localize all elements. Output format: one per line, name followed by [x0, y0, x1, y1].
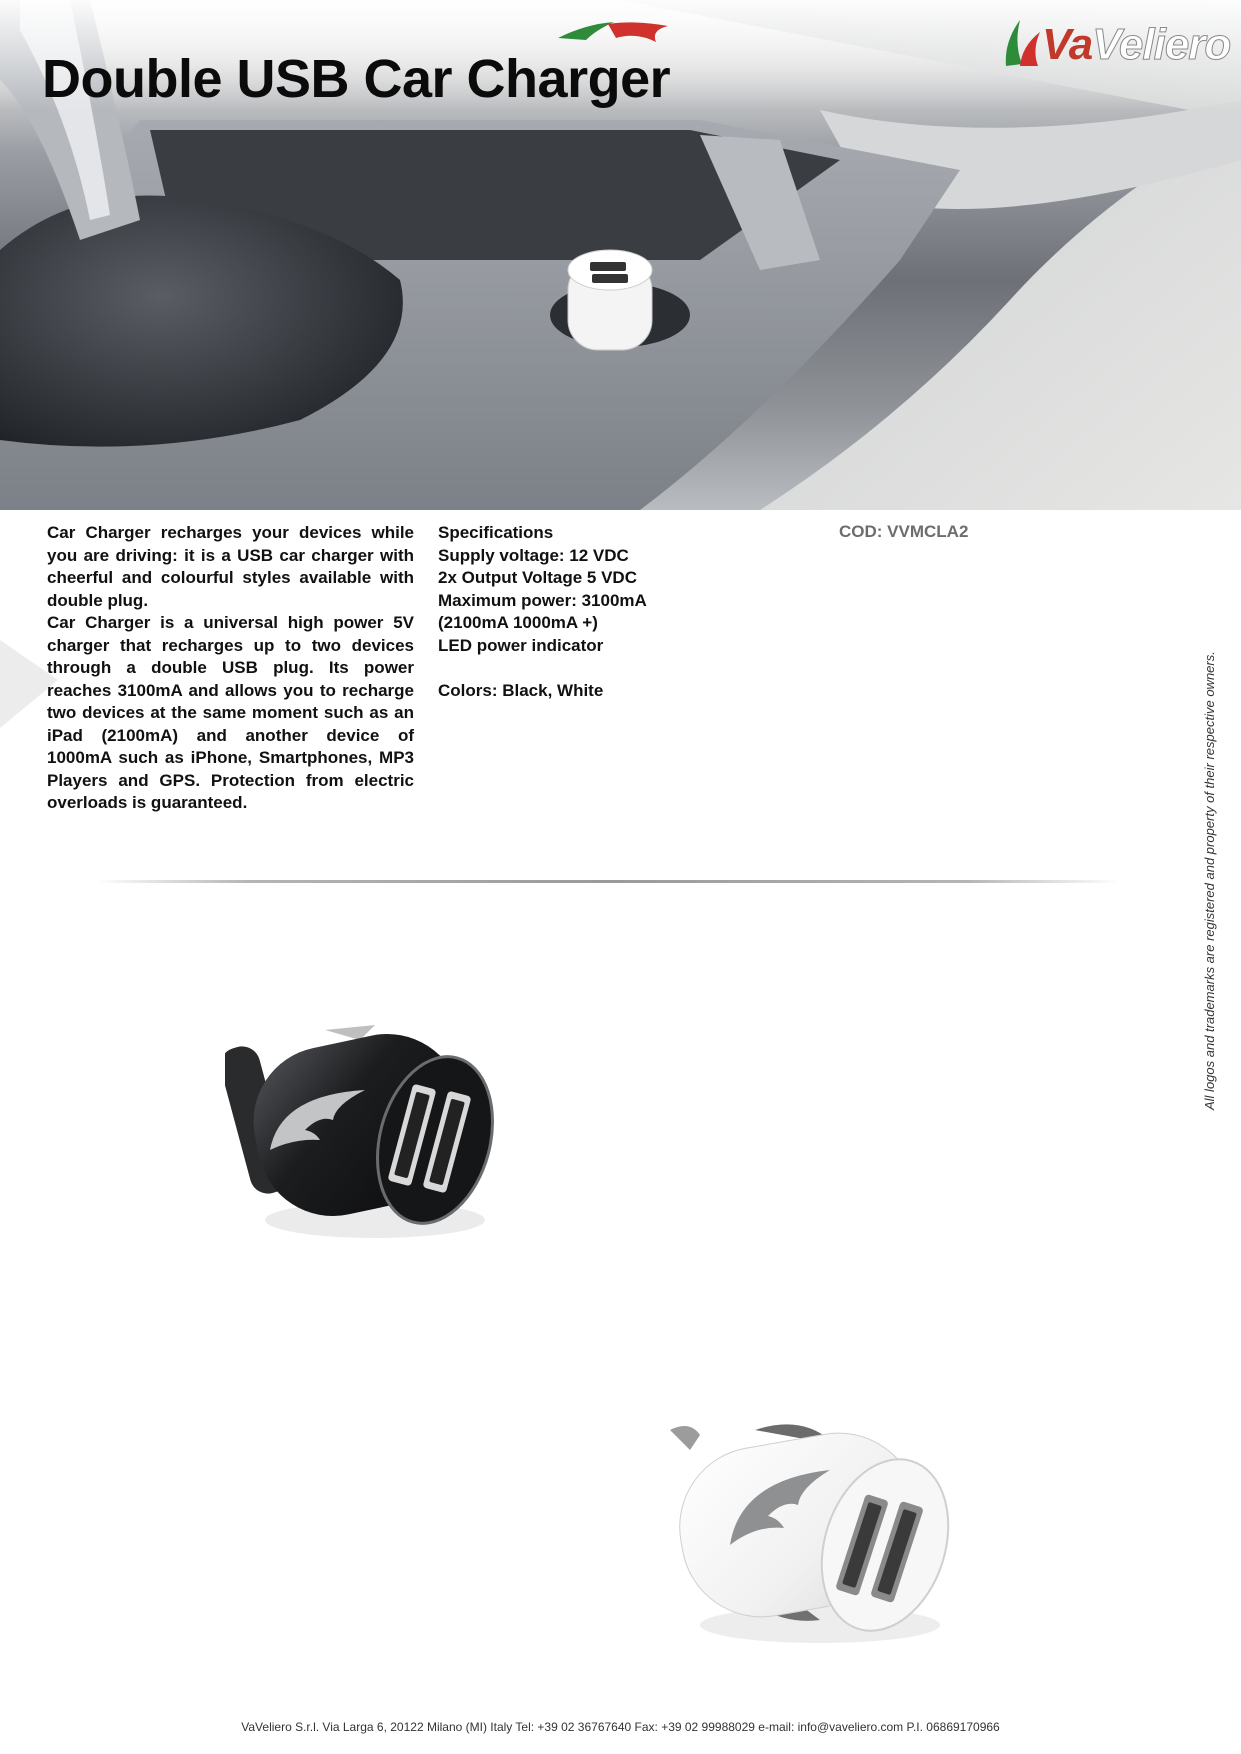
spec-line: Maximum power: 3100mA — [438, 590, 647, 610]
side-legal-note-text: All logos and trademarks are registered and property of their respective owners. — [1202, 651, 1217, 1110]
specifications — [438, 522, 698, 702]
brand-logo — [1000, 16, 1231, 74]
flag-mark-icon — [556, 18, 682, 44]
spec-line: LED power indicator — [438, 635, 604, 655]
specifications-heading: Specifications — [438, 523, 554, 542]
page-title: Double USB Car Charger — [42, 49, 671, 109]
black-charger-image — [225, 1020, 545, 1260]
product-code: COD: VVMCLA2 — [839, 522, 969, 541]
description-paragraph: Car Charger recharges your devices while you are driving: it is a USB car charger with cheerful and colourful styles available with double plug. — [47, 523, 414, 610]
brand-part-va: Va — [1042, 20, 1093, 69]
spacer — [438, 657, 698, 680]
white-charger-image — [660, 1410, 1000, 1660]
description-paragraph: Car Charger is a universal high power 5V charger that recharges up to two devices through a double USB plug. Its power reaches 3100mA and allows you to recharge two devices at the same moment such as an iPad (2100mA) and another device of 1000mA such as iPhone, Smartphones, MP3 Players and GPS. Protection from electric overloads is guaranteed. — [47, 613, 414, 812]
section-divider — [95, 880, 1120, 883]
spec-line: (2100mA 1000mA +) — [438, 613, 598, 632]
spec-line: Supply voltage: 12 VDC — [438, 545, 629, 565]
brand-wordmark — [1042, 20, 1230, 70]
brand-part-veliero: Veliero — [1092, 20, 1231, 69]
sail-logo-icon — [1000, 16, 1046, 74]
description — [47, 522, 414, 815]
colors-line: Colors: Black, White — [438, 680, 604, 700]
spec-line: 2x Output Voltage 5 VDC — [438, 568, 637, 587]
footer-address: VaVeliero S.r.l. Via Larga 6, 20122 Milano (MI) Italy Tel: +39 02 36767640 Fax: +39 02 99988029 e-mail: info@vaveliero.com P.I. 06869170966 — [241, 1720, 1000, 1734]
